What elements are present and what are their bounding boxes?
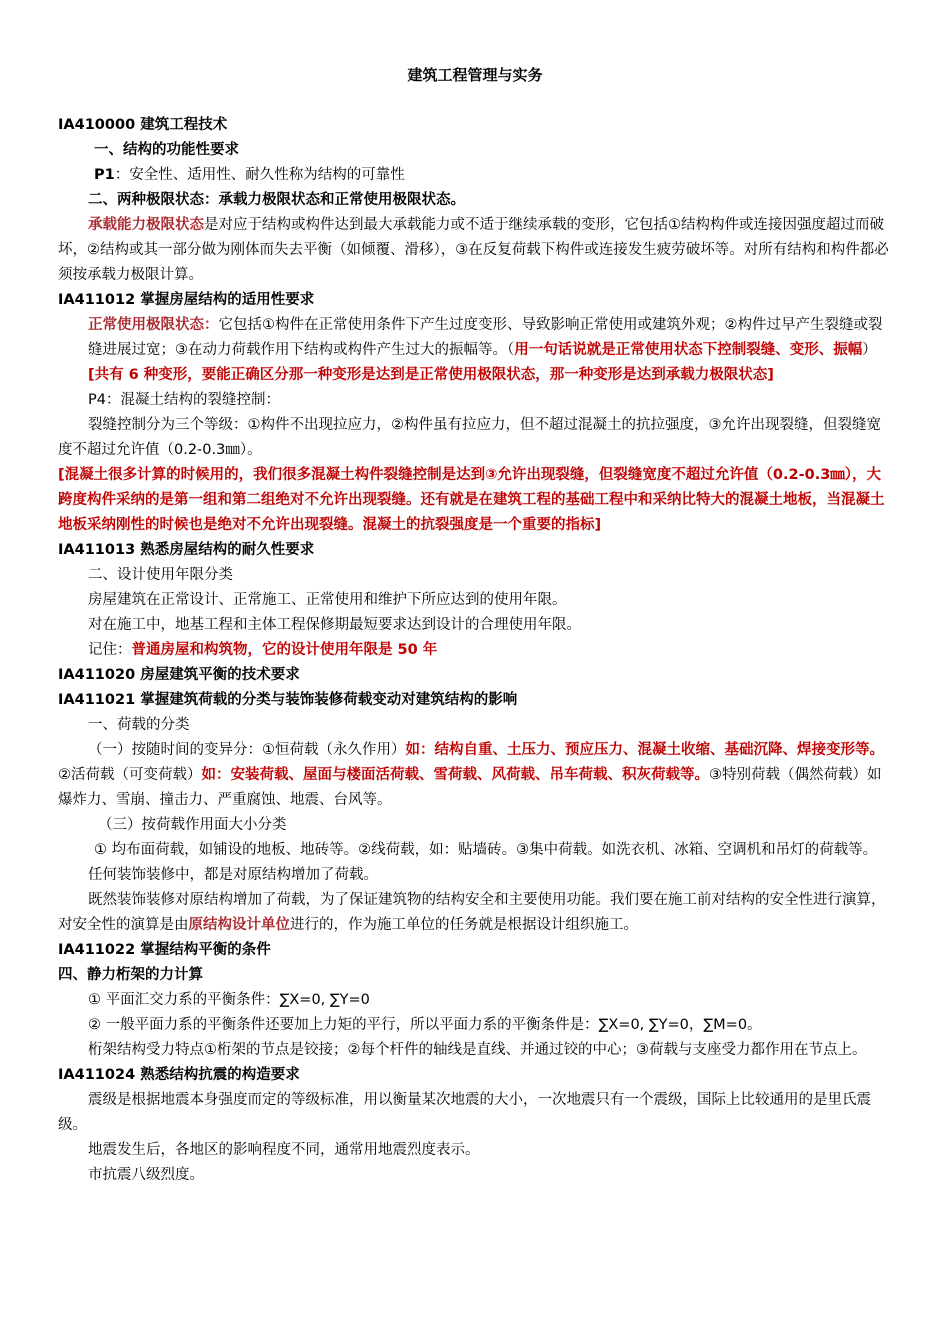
section-heading: IA411021 掌握建筑荷载的分类与装饰装修荷载变动对建筑结构的影响 <box>58 692 518 708</box>
key-term: 正常使用极限状态： <box>88 317 219 333</box>
paragraph-text: ②活荷载（可变荷载） <box>58 767 202 783</box>
paragraph <box>58 213 894 288</box>
paragraph: 震级是根据地震本身强度而定的等级标准，用以衡量某次地震的大小，一次地震只有一个震级，国际上比较通用的是里氏震级。 <box>58 1092 871 1133</box>
key-term: 承载能力极限状态 <box>88 217 204 233</box>
paragraph-text: ③特别荷载（偶然荷载）如爆炸力、雪崩、撞击力、严重腐蚀、地震、台风等。 <box>58 767 882 808</box>
paragraph-text: 是对应于结构或构件达到最大承载能力或不适于继续承载的变形，它包括①结构构件或连接因强度超过而破坏，②结构或其一部分做为刚体而失去平衡（如倾覆、滑移），③在反复荷载下构件或连接发生疲劳破坏等。对所有结构和构件都必须按承载力极限计算。 <box>58 217 889 283</box>
subheading: （三）按荷载作用面大小分类 <box>98 817 287 833</box>
paragraph: 裂缝控制分为三个等级：①构件不出现拉应力，②构件虽有拉应力，但不超过混凝土的抗拉强度，③允许出现裂缝，但裂缝宽度不超过允许值（0.2-0.3㎜）。 <box>58 417 881 458</box>
section-heading: IA411020 房屋建筑平衡的技术要求 <box>58 667 300 683</box>
paragraph-text: 既然装饰装修对原结构增加了荷载，为了保证建筑物的结构安全和主要使用功能。我们要在施工前对结构的安全性进行演算，对安全性的演算是由 <box>58 892 886 933</box>
page-ref: P1 <box>94 167 115 183</box>
paragraph-text: 它包括①构件在正常使用条件下产生过度变形、导致影响正常使用或建筑外观；②构件过早产生裂缝或裂缝进展过宽；③在动力荷载作用下结构或构件产生过大的振幅等。（ <box>88 317 883 358</box>
paragraph: ① 平面汇交力系的平衡条件：∑X=0, ∑Y=0 <box>88 992 370 1008</box>
emphasis-text: 用一句话说就是正常使用状态下控制裂缝、变形、振幅 <box>514 342 863 358</box>
note: [混凝土很多计算的时候用的，我们很多混凝土构件裂缝控制是达到③允许出现裂缝，但裂缝宽度不超过允许值（0.2-0.3㎜），大跨度构件采纳的是第一组和第二组绝对不允许出现裂缝。还有就是在建筑工程的基础工程中和采纳比特大的混凝土地板，当混凝土地板采纳刚性的时候也是绝对不允许出现裂缝。混凝土的抗裂强度是一个重要的指标] <box>58 467 885 533</box>
paragraph <box>58 638 894 663</box>
note: [共有 6 种变形，要能正确区分那一种变形是达到是正常使用极限状态，那一种变形是达到承载力极限状态] <box>88 367 774 383</box>
section-heading: IA411022 掌握结构平衡的条件 <box>58 942 271 958</box>
paragraph: ② 一般平面力系的平衡条件还要加上力矩的平行，所以平面力系的平衡条件是：∑X=0, ∑Y=0，∑M=0。 <box>88 1017 762 1033</box>
paragraph <box>58 313 894 363</box>
emphasis-text: 普通房屋和构筑物，它的设计使用年限是 50 年 <box>131 642 438 658</box>
emphasis-text: 如：结构自重、土压力、预应压力、混凝土收缩、基础沉降、焊接变形等。 <box>405 742 884 758</box>
section-heading: IA411024 熟悉结构抗震的构造要求 <box>58 1067 300 1083</box>
paragraph <box>58 738 894 813</box>
emphasis-text: 原结构设计单位 <box>188 917 290 933</box>
section-heading: IA411012 掌握房屋结构的适用性要求 <box>58 292 315 308</box>
paragraph-text: ） <box>862 342 877 358</box>
subheading: 四、静力桁架的力计算 <box>58 967 203 983</box>
paragraph-text: 进行的，作为施工单位的任务就是根据设计组织施工。 <box>290 917 638 933</box>
paragraph <box>58 163 894 188</box>
section-heading: IA411013 熟悉房屋结构的耐久性要求 <box>58 542 315 558</box>
paragraph: 任何装饰装修中，都是对原结构增加了荷载。 <box>88 867 378 883</box>
subheading: 二、设计使用年限分类 <box>88 567 233 583</box>
paragraph: ① 均布面荷载，如铺设的地板、地砖等。②线荷载，如：贴墙砖。③集中荷载。如洗衣机、冰箱、空调机和吊灯的荷载等。 <box>94 842 878 858</box>
paragraph-text: ：安全性、适用性、耐久性称为结构的可靠性 <box>114 167 405 183</box>
paragraph <box>58 888 894 938</box>
paragraph: 对在施工中，地基工程和主体工程保修期最短要求达到设计的合理使用年限。 <box>88 617 581 633</box>
paragraph: 房屋建筑在正常设计、正常施工、正常使用和维护下所应达到的使用年限。 <box>88 592 567 608</box>
emphasis-text: 如：安装荷载、屋面与楼面活荷载、雪荷载、风荷载、吊车荷载、积灰荷载等。 <box>201 767 709 783</box>
paragraph: P4：混凝土结构的裂缝控制： <box>88 392 280 408</box>
paragraph: 市抗震八级烈度。 <box>88 1167 204 1183</box>
subheading: 一、荷载的分类 <box>88 717 190 733</box>
paragraph: 桁架结构受力特点①桁架的节点是铰接；②每个杆件的轴线是直线、并通过铰的中心；③荷载与支座受力都作用在节点上。 <box>88 1042 867 1058</box>
document-body <box>58 113 894 1188</box>
paragraph: 地震发生后，各地区的影响程度不同，通常用地震烈度表示。 <box>88 1142 480 1158</box>
subheading: 二、两种极限状态：承载力极限状态和正常使用极限状态。 <box>88 192 465 208</box>
subheading: 一、结构的功能性要求 <box>94 142 239 158</box>
document-title: 建筑工程管理与实务 <box>407 66 543 84</box>
paragraph-text: （一）按随时间的变异分：①恒荷载（永久作用） <box>88 742 406 758</box>
section-heading: IA410000 建筑工程技术 <box>58 117 228 133</box>
paragraph-text: 记住： <box>88 642 132 658</box>
